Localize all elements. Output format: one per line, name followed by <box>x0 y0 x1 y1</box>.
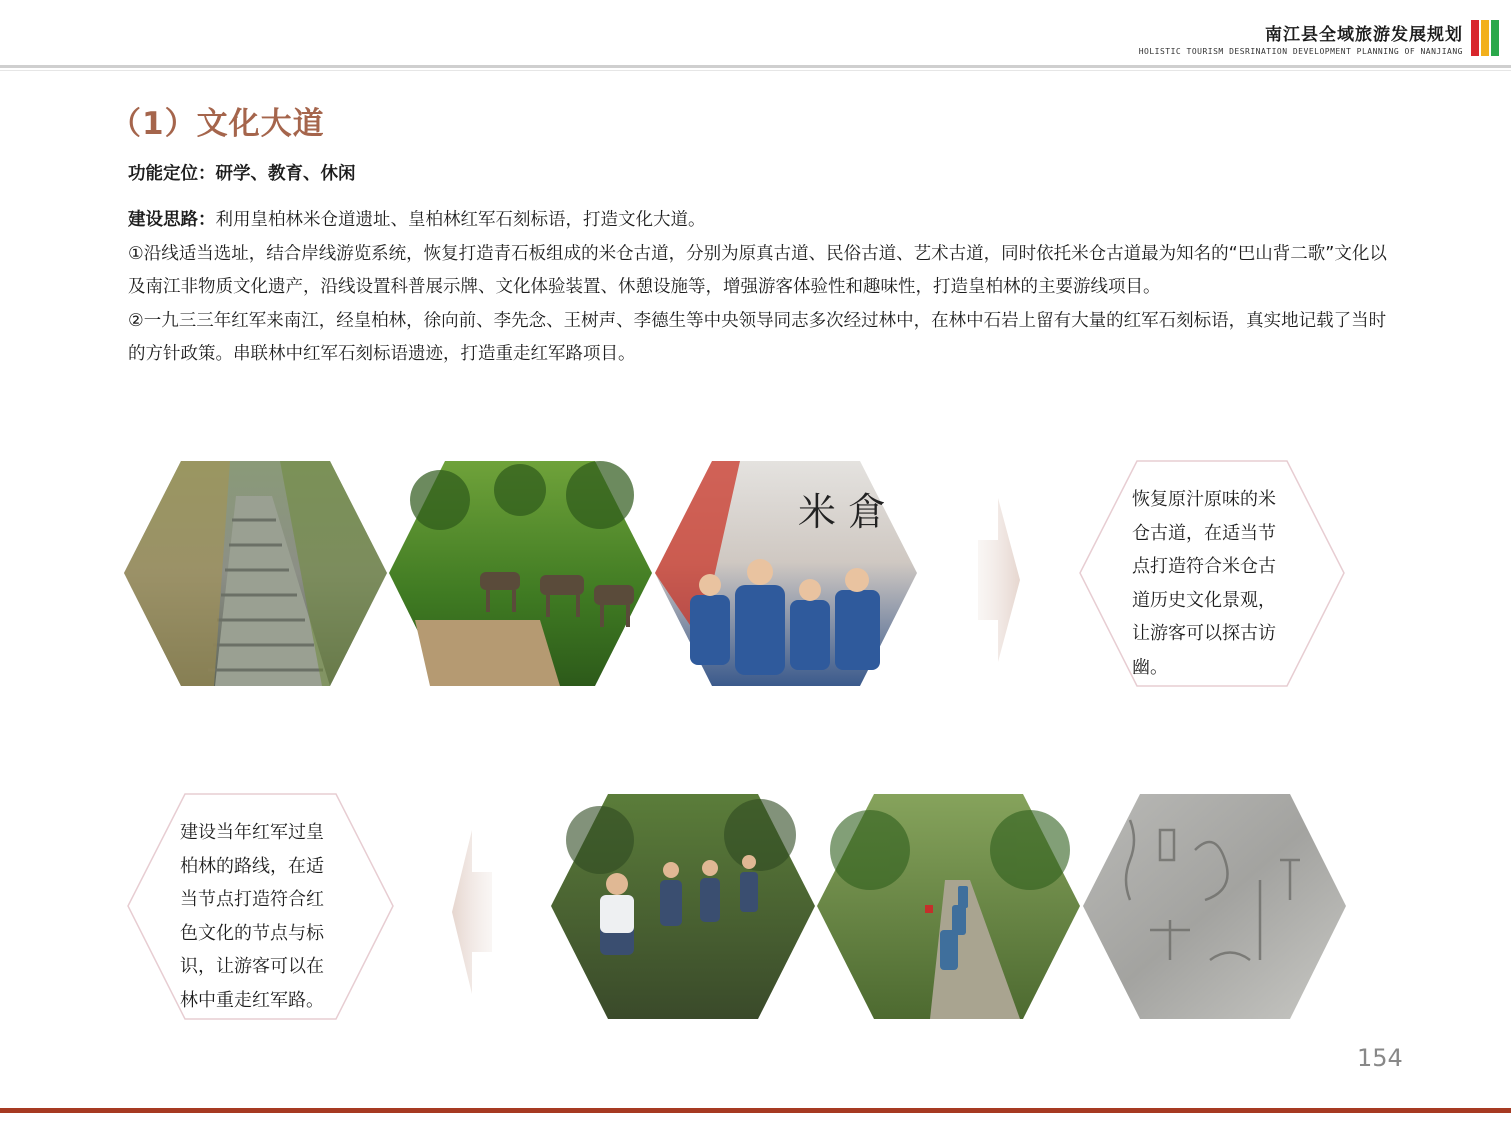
page-number: 154 <box>1357 1044 1403 1072</box>
build-text: 利用皇柏林米仓道遗址、皇柏林红军石刻标语，打造文化大道。 <box>215 210 706 230</box>
forest-hikers-photo <box>551 794 815 1019</box>
row2-caption: 建设当年红军过皇柏林的路线，在适当节点打造符合红色文化的节点与标识，让游客可以在林中重走红军路。 <box>180 822 324 1011</box>
horse-caravan-sculpture-photo <box>389 461 652 686</box>
build-label: 建设思路： <box>128 210 216 230</box>
left-arrow-icon <box>452 830 492 994</box>
right-arrow-icon <box>978 498 1020 662</box>
row1-caption: 恢复原汁原味的米仓古道，在适当节点打造符合米仓古道历史文化景观，让游客可以探古访幽。 <box>1132 489 1276 678</box>
build-point-1: ①沿线适当选址，结合岸线游览系统，恢复打造青石板组成的米仓古道，分别为原真古道、民俗古道、艺术古道，同时依托米仓古道最为知名的“巴山背二歌”文化以及南江非物质文化遗产，沿线设置科普展示牌、文化体验装置、休憩设施等，增强游客体验性和趣味性，打造皇柏林的主要游线项目。 <box>128 243 1387 297</box>
folk-performance-photo <box>655 461 917 686</box>
header-subtitle: HOLISTIC TOURISM DESRINATION DEVELOPMENT PLANNING OF NANJIANG <box>1138 47 1463 56</box>
section-title: （1）文化大道 <box>110 106 325 142</box>
header-title: 南江县全域旅游发展规划 <box>1265 25 1463 45</box>
function-positioning: 功能定位：研学、教育、休闲 <box>128 164 356 184</box>
footer-divider <box>0 1108 1511 1113</box>
stone-steps-photo <box>124 461 387 686</box>
sign-text: 米 倉 <box>798 490 887 534</box>
stone-carved-slogan-photo <box>1083 794 1346 1019</box>
build-point-2: ②一九三三年红军来南江，经皇柏林，徐向前、李先念、王树声、李德生等中央领导同志多次经过林中，在林中石岩上留有大量的红军石刻标语，真实地记载了当时的方针政策。串联林中红军石刻标语遗迹，打造重走红军路项目。 <box>128 310 1387 364</box>
red-army-trail-photo <box>817 794 1080 1019</box>
